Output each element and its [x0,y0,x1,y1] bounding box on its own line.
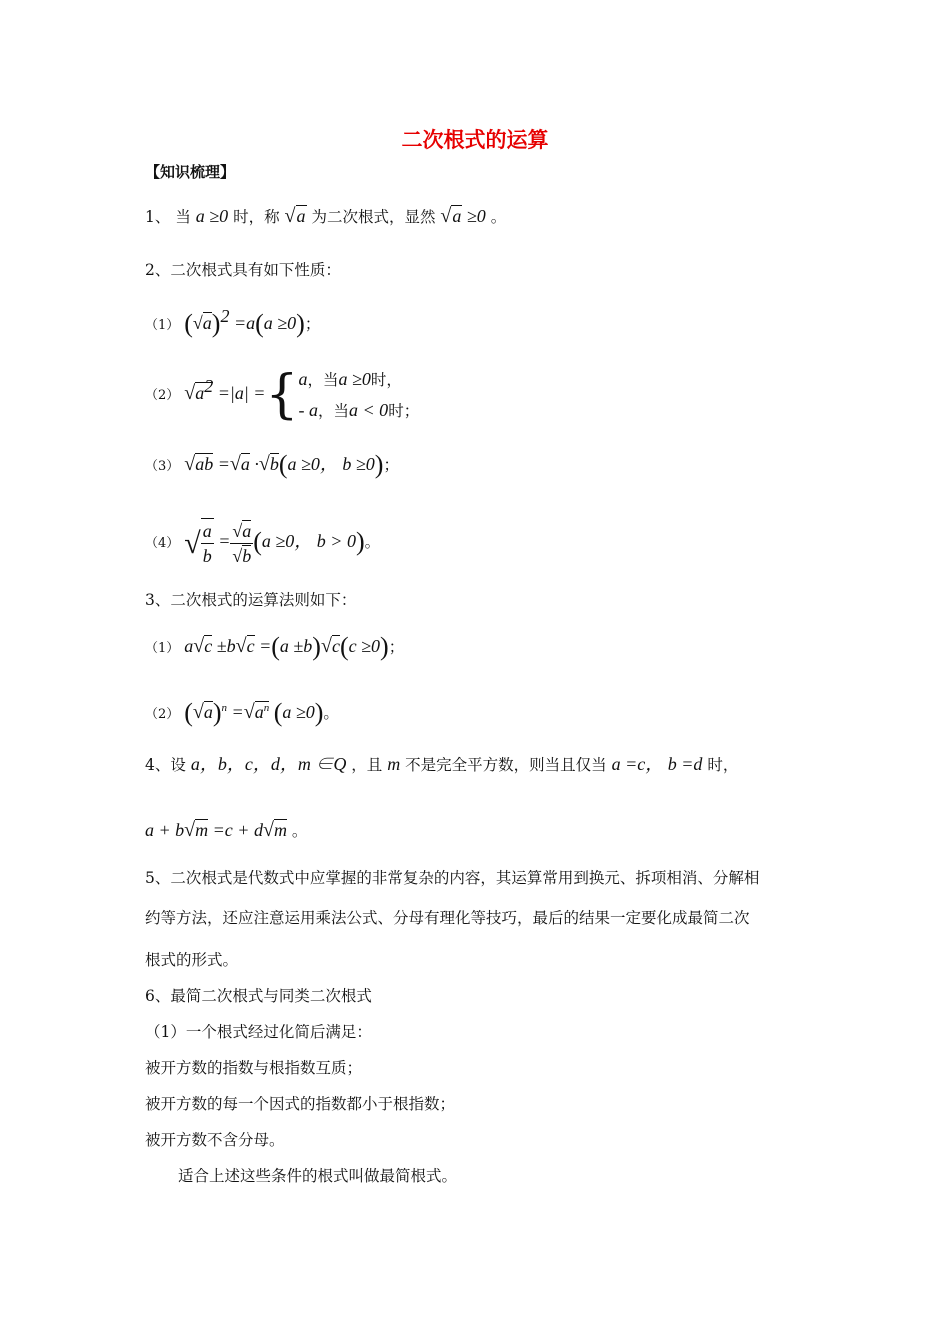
rule-1 [145,634,404,661]
point-1-text-c: 为二次根式，显然 [311,208,436,226]
formula-sqrt-a-geq-0: √a ≥0 [440,205,486,227]
point-4 [145,752,738,777]
formula-condition: a =c， b =d [611,754,703,774]
case-1-end: 时， [370,371,402,389]
page-title: 二次根式的运算 [401,128,549,152]
point-6-line-4: 被开方数的每一个因式的指数都小于根指数； [145,1095,456,1113]
formula-property-2: $√a^2 =|a|$ ={ [184,365,299,425]
property-4 [145,518,380,568]
formula-a-geq-0: a ≥0 [195,206,229,226]
property-3 [145,452,399,479]
formula-rule-2: $(√a)^n =√a^n$ (a ≥0) [184,698,324,727]
property-1-label: （1） [145,318,180,333]
point-4-text-b: ，且 [351,756,383,774]
point-3-text: 二次根式的运算法则如下： [170,591,357,609]
point-6-line-6: 适合上述这些条件的根式叫做最简根式。 [178,1167,458,1185]
formula-equality: a + b√m =c + d√m [145,819,287,841]
formula-m: m [387,754,401,774]
formula-rule-1: a√c ±b√c =(a ±b)√c(c ≥0) [184,632,389,661]
point-1-text-b: 时，称 [233,208,280,226]
point-6-line-1: 6、最简二次根式与同类二次根式 [145,987,372,1005]
point-1-label: 1、 [145,208,171,226]
point-1-text-d: 。 [490,208,507,226]
point-5-line-3: 根式的形式。 [145,951,239,969]
cases-block: a，当a ≥0时， - a，当a < 0时； [298,369,420,420]
point-4-period: 。 [291,822,308,840]
point-4-formula-line [145,818,307,843]
formula-property-4: √ $\frac{a}{b}$ = $\frac{√a}{√b}$ (a ≥0， b > 0) [184,531,364,551]
point-1-text-a: 当 [175,208,191,226]
point-1 [145,204,506,229]
formula-sqrt-a: √a [284,205,306,227]
rule-2 [145,696,339,727]
section-heading: 【知识梳理】 [145,163,236,181]
semicolon: ； [388,638,405,656]
point-2-text: 二次根式具有如下性质： [170,261,341,279]
point-2-label: 2、 [145,261,171,279]
point-4-text-c: 不是完全平方数，则当且仅当 [405,756,607,774]
point-5-line-1: 5、二次根式是代数式中应掌握的非常复杂的内容，其运算常用到换元、拆项相消、分解相 [145,869,760,887]
formula-set: a，b，c，d，m ∈Q [190,754,347,774]
point-4-label: 4、 [145,756,171,774]
case-2-text: ，当 [318,402,350,420]
point-6-line-2: （1）一个根式经过化简后满足： [145,1023,372,1041]
point-2 [145,258,341,282]
point-4-text-a: 设 [170,756,186,774]
period: 。 [323,704,339,722]
semicolon: ； [304,315,321,333]
period: 。 [364,533,381,552]
formula-property-1: $(√a)^2 =a(a \ge 0)$ [184,306,305,338]
point-3 [145,588,356,612]
point-5-line-2: 约等方法，还应注意运用乘法公式、分母有理化等技巧，最后的结果一定要化成最简二次 [145,909,750,927]
formula-property-3: √ab =√a ·√b(a ≥0， b ≥0) [184,450,384,479]
point-3-label: 3、 [145,591,171,609]
semicolon: ； [383,456,399,474]
point-6-line-5: 被开方数不含分母。 [145,1131,285,1149]
property-3-label: （3） [145,459,180,474]
case-1-text: ，当 [307,371,339,389]
rule-1-label: （1） [145,641,180,656]
point-4-text-d: 时， [707,756,739,774]
property-1 [145,304,320,338]
rule-2-label: （2） [145,707,180,722]
case-2-end: 时； [388,402,420,420]
property-2-label: （2） [145,388,180,403]
property-2 [145,364,419,426]
point-6-line-3: 被开方数的指数与根指数互质； [145,1059,363,1077]
property-4-label: （4） [145,536,180,552]
